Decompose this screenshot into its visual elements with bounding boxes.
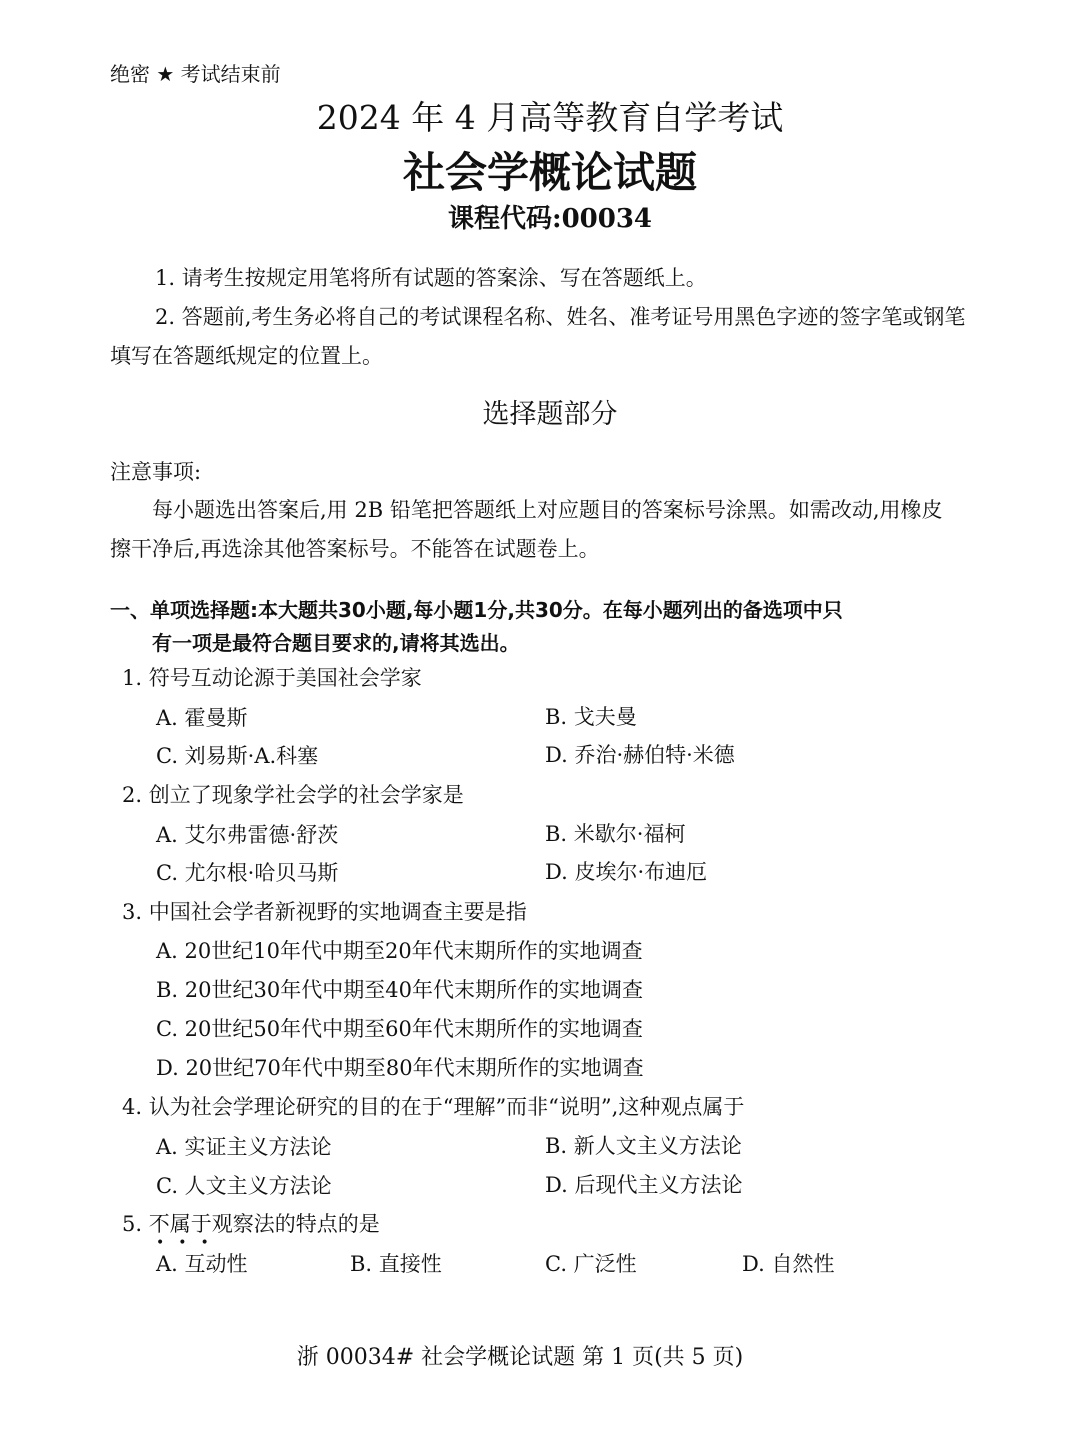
notice-line2: 擦干净后,再选涂其他答案标号。不能答在试题卷上。 [110,537,600,561]
question-5-option-b: B. 直接性 [350,1252,442,1276]
question-1-option-d: D. 乔治·赫伯特·米德 [545,743,735,767]
question-3-option-b: B. 20世纪30年代中期至40年代末期所作的实地调查 [156,978,643,1002]
question-3-stem: 3. 中国社会学者新视野的实地调查主要是指 [122,900,527,924]
question-1-option-b: B. 戈夫曼 [545,705,637,729]
question-5-option-c: C. 广泛性 [545,1252,637,1276]
question-1-stem: 1. 符号互动论源于美国社会学家 [122,666,422,690]
emphasis-dots: ••• [156,1235,223,1251]
question-1-option-c: C. 刘易斯·A.科塞 [156,744,319,768]
question-5-option-a: A. 互动性 [156,1252,248,1276]
question-4-option-b: B. 新人文主义方法论 [545,1134,742,1158]
page-footer: 浙 00034# 社会学概论试题 第 1 页(共 5 页) [296,1345,744,1370]
instruction-1: 1. 请考生按规定用笔将所有试题的答案涂、写在答题纸上。 [155,266,707,290]
question-5-option-d: D. 自然性 [742,1252,835,1276]
question-3-option-a: A. 20世纪10年代中期至20年代末期所作的实地调查 [156,939,643,963]
notice-label: 注意事项: [110,460,202,484]
instruction-2-line2: 填写在答题纸规定的位置上。 [110,344,383,368]
subject-title: 社会学概论试题 [402,148,697,197]
section-title: 选择题部分 [482,399,618,430]
instruction-2-line1: 2. 答题前,考生务必将自己的考试课程名称、姓名、准考证号用黑色字迹的签字笔或钢笔 [155,305,966,329]
question-2-option-a: A. 艾尔弗雷德·舒茨 [156,823,339,847]
question-4-stem: 4. 认为社会学理论研究的目的在于“理解”而非“说明”,这种观点属于 [122,1095,745,1119]
part1-heading-line1: 一、单项选择题:本大题共30小题,每小题1分,共30分。在每小题列出的备选项中只 [110,598,843,622]
question-2-stem: 2. 创立了现象学社会学的社会学家是 [122,783,464,807]
confidential-label: 绝密 ★ 考试结束前 [110,62,281,86]
question-4-option-a: A. 实证主义方法论 [156,1135,332,1159]
question-2-option-b: B. 米歇尔·福柯 [545,822,686,846]
question-1-option-a: A. 霍曼斯 [156,706,248,730]
question-4-option-c: C. 人文主义方法论 [156,1174,332,1198]
question-4-option-d: D. 后现代主义方法论 [545,1173,743,1197]
question-2-option-c: C. 尤尔根·哈贝马斯 [156,861,339,885]
question-5-stem: 5. 不属于观察法的特点的是 [122,1212,380,1236]
question-2-option-d: D. 皮埃尔·布迪厄 [545,860,708,884]
course-code: 课程代码:00034 [447,204,653,234]
exam-title: 2024 年 4 月高等教育自学考试 [316,98,784,137]
question-3-option-d: D. 20世纪70年代中期至80年代末期所作的实地调查 [156,1056,644,1080]
question-3-option-c: C. 20世纪50年代中期至60年代末期所作的实地调查 [156,1017,643,1041]
notice-line1: 每小题选出答案后,用 2B 铅笔把答题纸上对应题目的答案标号涂黑。如需改动,用橡皮 [152,498,943,522]
part1-heading-line2: 有一项是最符合题目要求的,请将其选出。 [152,631,520,655]
